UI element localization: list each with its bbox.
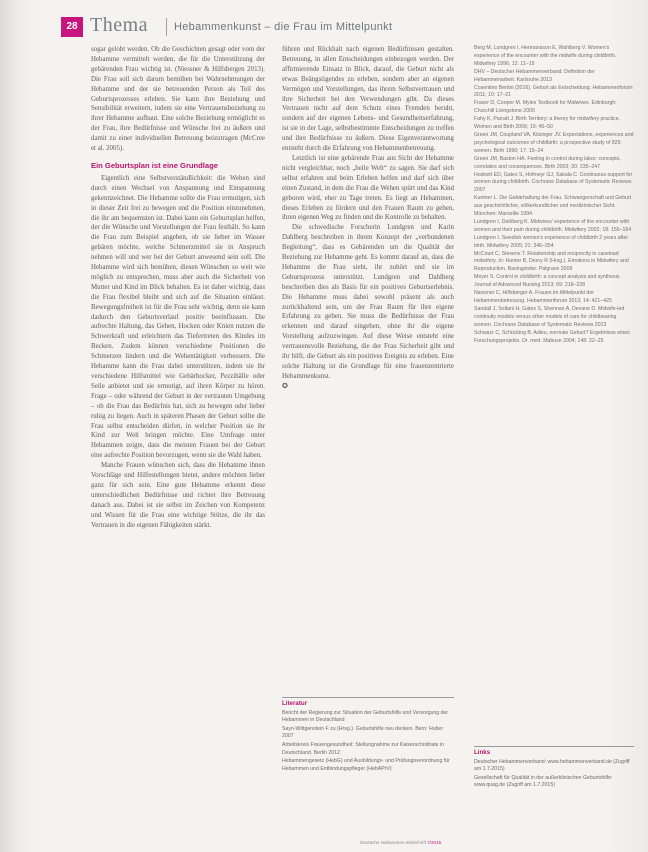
literature-item: Arbeitskreis Frauengesundheit: Stellungnahme zur Kaiserschnittrate in Deutschland. Berlin 2012 bbox=[282, 741, 445, 756]
reference-item: Schwarz C, Schücking B. Adieu, normale Geburt? Ergebnisse eines Forschungsprojekts. Dr. med. Mabuse 2004; 148: 22–25 bbox=[474, 329, 630, 344]
page-fold-shadow bbox=[0, 0, 18, 852]
reference-item: Niessner C, Hilfsberger A. Frauen im Mittelpunkt der Hebammenbetreuung. Hebammenforum 2013; 14: 421–425 bbox=[474, 290, 612, 304]
reference-item: Lundgren I. Swedish women's experience of childbirth 2 years after birth. Midwifery 2005; 21: 346–354 bbox=[474, 234, 629, 249]
reference-item: Fahy K, Parratt J. Birth Territory: a theory for midwifery practice. Women and Birth 2006; 19: 45–50 bbox=[474, 116, 621, 131]
reference-item: Lundgren I, Dahlberg K. Midwives' experience of the encounter with women and their pain during childbirth. Midwifery 2002; 18: 155–164 bbox=[474, 218, 632, 233]
section-subtitle: Hebammenkunst – die Frau im Mittelpunkt bbox=[174, 21, 393, 33]
literature-item: Sayn-Wittgenstein F zu (Hrsg.). Geburtshilfe neu denken. Bern: Huber 2007 bbox=[282, 725, 444, 740]
footer-journal: Deutsche Hebammen-Zeitschrift bbox=[360, 840, 426, 845]
paragraph: Eigentlich eine Selbstverständlichkeit: die Wehen sind durch einen Wechsel von Anspannung und Entspannung gekennzeichnet. Die Hebamme sollte die Frau ermutigen, sich in dieser Zeit frei zu bewegen und die Position einzunehmen, die ihr am bequemsten ist. Dabei kann ein Geburtsplan helfen, der die Wünsche und Vorstellungen der Frau festhält. So kann die Frau zum Beispiel angeben, ob sie lieber im Wasser gebären möchte, welche Schmerzmittel sie in Anspruch nehmen will und wer bei der Geburt anwesend sein soll. Die Hebamme wird sich bemühen, diesen Wünschen so weit wie möglich zu entsprechen, muss aber auch die Sicherheit von Mutter und Kind im Blick behalten. Es ist daher wichtig, dass die Frau flexibel bleibt und sich auf die Situation einlässt. Bewegungsfreiheit ist für die Frau sehr wichtig, denn sie kann dadurch den Geburtsverlauf positiv beeinflussen. Die aufrechte Haltung, das Gehen, Hocken oder Knien nutzen die Schwerkraft und erleichtern das Tiefertreten des Kindes im Becken. Zudem können verschiedene Positionen die Schmerzen lindern und die Wehentätigkeit verbessern. Die Hebamme kann die Frau dabei unterstützen, indem sie ihr verschiedene Hilfsmittel wie Gebärhocker, Pezzibälle oder Seile anbietet und sie ermutigt, auf ihren Körper zu hören. Frage – oder während der Geburt in der vertrauten Umgebung – ob die Frau das Bedürfnis hat, sich zu bewegen oder lieber ruhig zu liegen. Auch in späteren Phasen der Geburt sollte die Frau selbst entscheiden dürfen, in welcher Position sie ihr Kind zur Welt bringen möchte. Eine Umfrage unter Hebammen zeigte, dass die meisten Frauen bei der Geburt eine aufrechte Position bevorzugen, wenn sie die Wahl haben. bbox=[91, 174, 265, 460]
reference-item: Green JM, Coupland VA, Kitzinger JV. Expectations, experiences and psychological outcomes of childbirth: a prospective study of 825 women. Birth 1990; 17: 15–24 bbox=[474, 131, 634, 154]
footer-issue: 7/2015 bbox=[427, 840, 442, 845]
page-footer bbox=[360, 840, 441, 845]
text-column-2 bbox=[282, 45, 454, 392]
reference-item: McCourt C, Stevens T. Relationship and reciprocity in caseload midwifery. In: Hunter B, Deery R (Hrsg.). Emotions in Midwifery and Reproduction. Basingstoke: Palgrave 2009 bbox=[474, 250, 629, 273]
reference-item: Kuntner L. Die Gebärhaltung der Frau. Schwangerschaft und Geburt aus geschichtlicher, völkerkundlicher und medizinischer Sicht. München: Marseille 1994 bbox=[474, 195, 632, 218]
article-end-icon: ✪ bbox=[282, 381, 288, 390]
reference-item: Cosentino Bertini (2016). Geburt als Entscheidung. Hebammenforum 2011; 10: 17–21 bbox=[474, 84, 633, 99]
references-column bbox=[474, 45, 634, 345]
section-heading: Ein Geburtsplan ist eine Grundlage bbox=[91, 160, 219, 170]
paragraph: führen und Rückhalt nach eigenen Bedürfnissen gestalten. Betreuung, in allen Entscheidungen einbezogen werden. Der affirmierende Einsatz in Blick, darauf, die Geburt nicht als etwas Beängstigendes zu erleben, sondern aber an eigenen Vermögen und Vorstellungen, das ihrem Selbstvertrauen und ihre Sicherheit bei den Verwendungen gibt. Da dieses Vertrauen nicht auf dem Schutz eines Fremden beruht, sondern auf der eigenen Lebens- und Gesundheitserfahrung, ist sie in der Lage, selbstbestimmte Entscheidungen zu treffen und ihre Bedürfnisse zu äußern. Diese Eigenverantwortung entsteht durch die Erfahrung von Hebammenbetreuung. bbox=[282, 46, 454, 153]
link-item[interactable]: Deutscher Hebammenverband: www.hebammenverband.de (Zugriff am 1.7.2015) bbox=[474, 758, 630, 773]
literature-box bbox=[282, 697, 454, 774]
link-item[interactable]: Gesellschaft für Qualität in der außerklinischen Geburtshilfe: www.quag.de (Zugriff am 1.7.2015) bbox=[474, 774, 613, 789]
paragraph: sogar gelobt werden. Ob die Geschichten gesagt oder vom der Hebamme vermittelt werden, die für die Unterstützung der gebärenden Frau wichtig ist. (Niessner & Hilfsbergen 2013). Die Frau soll sich darum bemühen bei Wahrnehmungen der Hebamme und der sie betreuenden Person als Teil des Geburtsprozesses erleben. Sie kann ihre Beziehung und Sensibilität erweitern, indem sie eine Vertrauensbeziehung zu ihrer Hebamme aufbaut. Eine solche Beziehung ermöglicht es der Frau, ihre Bedürfnisse und Wünsche frei zu äußern und damit zu einer individuellen Betreuung beizutragen (McCree et al. 2005). bbox=[91, 46, 265, 153]
reference-item: Fraser D, Cooper M. Myles Textbook for Midwives. Edinburgh: Churchill Livingstone 2009 bbox=[474, 100, 617, 115]
paragraph: Manche Frauen wünschen sich, dass die Hebamme ihnen Vorschläge und Hilfestellungen bietet, andere möchten lieber ganz für sich sein. Eine gute Hebamme erkennt diese unterschiedlichen Bedürfnisse und richtet ihre Betreuung danach aus. Dabei ist sie selbst im Zeichen von Kompetenz und Wissen für die Frau eine wichtige Stütze, die ihr das Vertrauen in die eigenen Fähigkeiten stärkt. bbox=[91, 462, 265, 529]
reference-item: DHV – Deutscher Hebammenverband: Definition der Hebammenarbeit. Karlsruhe 2013 bbox=[474, 68, 595, 83]
text-column-1 bbox=[91, 45, 265, 531]
paragraph: Letztlich ist eine gebärende Frau aus Sicht der Hebamme nicht vergleichbar, noch „heile Welt“ zu sagen. Sie darf sich selbst erfahren und beim Erleben helfen und darf sich über einen Zustand, in dem die Frau die Wehen spürt und das Kind geboren wird, eher zu Tage treten. Es liegt an Hebammen, dieses Erleben zu fördern und den Frauen Raum zu geben, ihren eigenen Weg zu finden und die Kontrolle zu behalten. bbox=[282, 154, 454, 222]
reference-item: Berg M, Lundgren I, Hermansson E, Wahlberg V. Women's experience of the encounter with the midwife during childbirth. Midwifery 1996; 12: 11–15 bbox=[474, 45, 617, 67]
literature-heading: Literatur bbox=[282, 700, 308, 707]
reference-item: Hodnett ED, Gates S, Hofmeyr GJ, Sakala C. Continuous support for women during childbirth. Cochrane Database of Systematic Reviews 2007 bbox=[474, 171, 633, 194]
page-number-badge: 28 bbox=[61, 17, 83, 37]
links-heading: Links bbox=[474, 749, 491, 756]
reference-item: Green JM, Baston HA. Feeling in control during labor: concepts, correlates and consequences. Birth 2003; 30: 235–247 bbox=[474, 155, 621, 170]
literature-item: Hebammengesetz (HebG) und Ausbildungs- und Prüfungsverordnung für Hebammen und Entbindungspfleger (HebAPrV) bbox=[282, 758, 450, 772]
reference-item: Sandall J, Soltani H, Gates S, Shennan A, Devane D. Midwife-led continuity models versus other models of care for childbearing women. Cochrane Database of Systematic Reviews 2013 bbox=[474, 305, 625, 328]
reference-item: Meyer S. Control in childbirth: a concept analysis and synthesis. Journal of Advanced Nursing 2013; 69: 218–228 bbox=[474, 274, 621, 289]
header-divider bbox=[166, 18, 167, 36]
links-box bbox=[474, 746, 634, 791]
paragraph: Die schwedische Forscherin Lundgren und Karin Dahlberg beschreiben in ihrem Konzept der „verbundenen Begleitung“, dass es Gebärenden um die Qualität der Beziehung zur Hebamme geht. Es kommt darauf an, dass die Hebamme die Frau sieht, ihr zuhört und sie im Geburtsprozess unterstützt. Lundgren und Dahlberg beschreiben dies als Basis für ein positives Geburtserlebnis. Die Hebamme muss dabei sowohl präsent als auch zurückhaltend sein, um der Frau Raum für ihre eigene Erfahrung zu geben. Sie muss die Bedürfnisse der Frau erkennen und darauf eingehen, ohne ihr die eigene Vorstellung aufzuzwingen. Auf diese Weise entsteht eine vertrauensvolle Beziehung, die der Frau Sicherheit gibt und ihr hilft, die Geburt als ein positives Ereignis zu erleben. Eine solche Haltung ist die Grundlage für eine frauenzentrierte Hebammenkunst. bbox=[282, 224, 454, 380]
literature-item: Bericht der Regierung zur Situation der Geburtshilfe und Versorgung der Hebammen in Deutschland bbox=[282, 709, 449, 724]
section-title: Thema bbox=[90, 14, 149, 36]
